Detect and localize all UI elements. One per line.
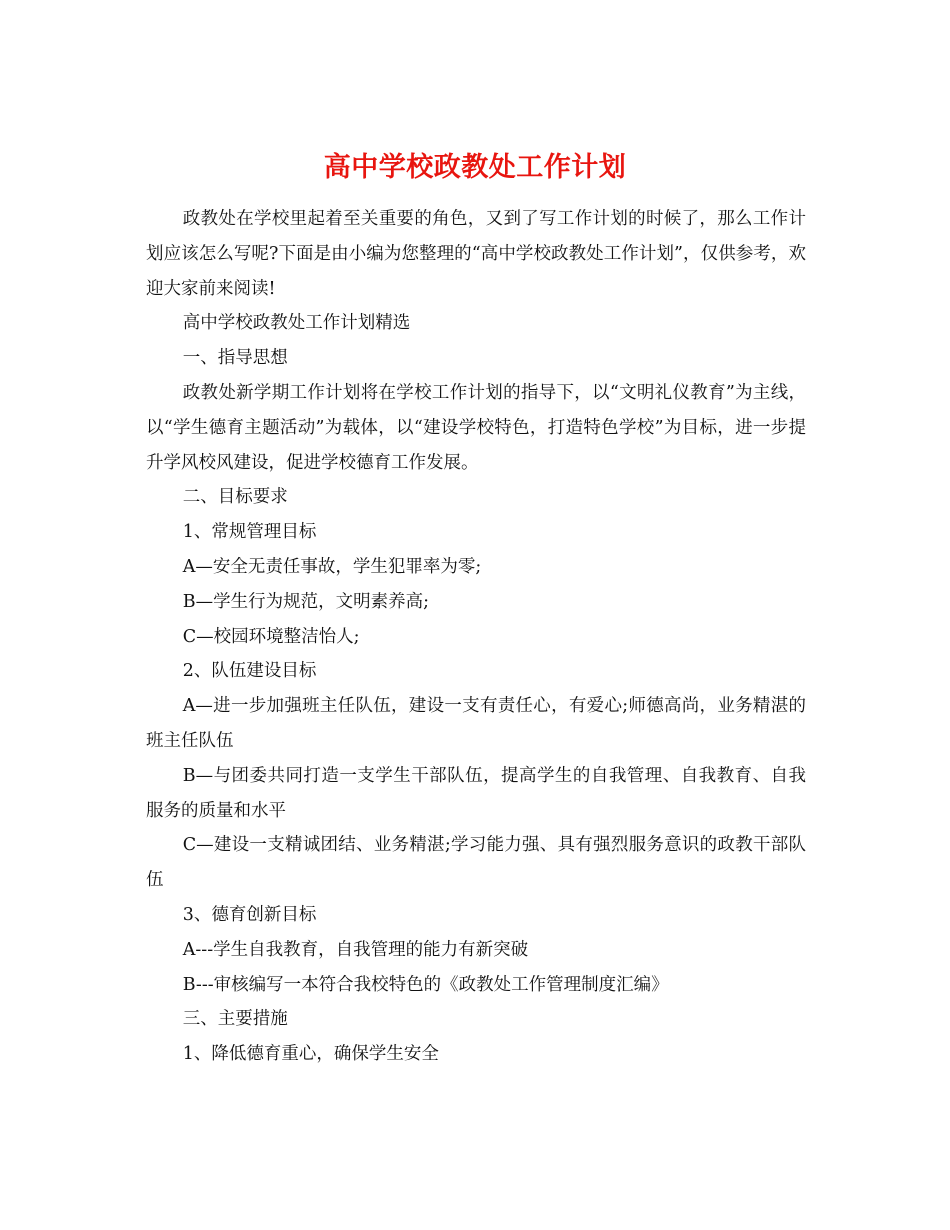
list-item: B—与团委共同打造一支学生干部队伍，提高学生的自我管理、自我教育、自我服务的质量和水平 <box>146 765 806 821</box>
document-body <box>146 202 806 1072</box>
intro-paragraph: 政教处在学校里起着至关重要的角色，又到了写工作计划的时候了，那么工作计划应该怎么写呢?下面是由小编为您整理的“高中学校政教处工作计划”，仅供参考，欢迎大家前来阅读! <box>146 209 806 299</box>
list-item: A---学生自我教育，自我管理的能力有新突破 <box>182 939 529 960</box>
section-heading: 一、指导思想 <box>182 348 288 369</box>
subsection-heading: 1、降低德育重心，确保学生安全 <box>182 1044 439 1065</box>
list-item: B---审核编写一本符合我校特色的《政教处工作管理制度汇编》 <box>182 974 669 995</box>
list-item: A—进一步加强班主任队伍，建设一支有责任心，有爱心;师德高尚，业务精湛的班主任队伍 <box>146 696 806 751</box>
list-item: C—建设一支精诚团结、业务精湛;学习能力强、具有强烈服务意识的政教干部队伍 <box>146 835 806 891</box>
list-item: B—学生行为规范，文明素养高; <box>182 591 430 612</box>
list-item: A—安全无责任事故，学生犯罪率为零; <box>182 556 482 577</box>
section-subtitle: 高中学校政教处工作计划精选 <box>182 313 411 334</box>
section-heading: 二、目标要求 <box>182 487 288 508</box>
subsection-heading: 2、队伍建设目标 <box>182 661 317 682</box>
list-item: C—校园环境整洁怡人; <box>182 626 360 647</box>
subsection-heading: 3、德育创新目标 <box>182 904 317 925</box>
section-heading: 三、主要措施 <box>182 1009 288 1030</box>
subsection-heading: 1、常规管理目标 <box>182 522 317 543</box>
document-title: 高中学校政教处工作计划 <box>323 152 627 184</box>
body-paragraph: 政教处新学期工作计划将在学校工作计划的指导下，以“文明礼仪教育”为主线，以“学生德育主题活动”为载体，以“建设学校特色，打造特色学校”为目标，进一步提升学风校风建设，促进学校德育工作发展。 <box>146 382 806 473</box>
